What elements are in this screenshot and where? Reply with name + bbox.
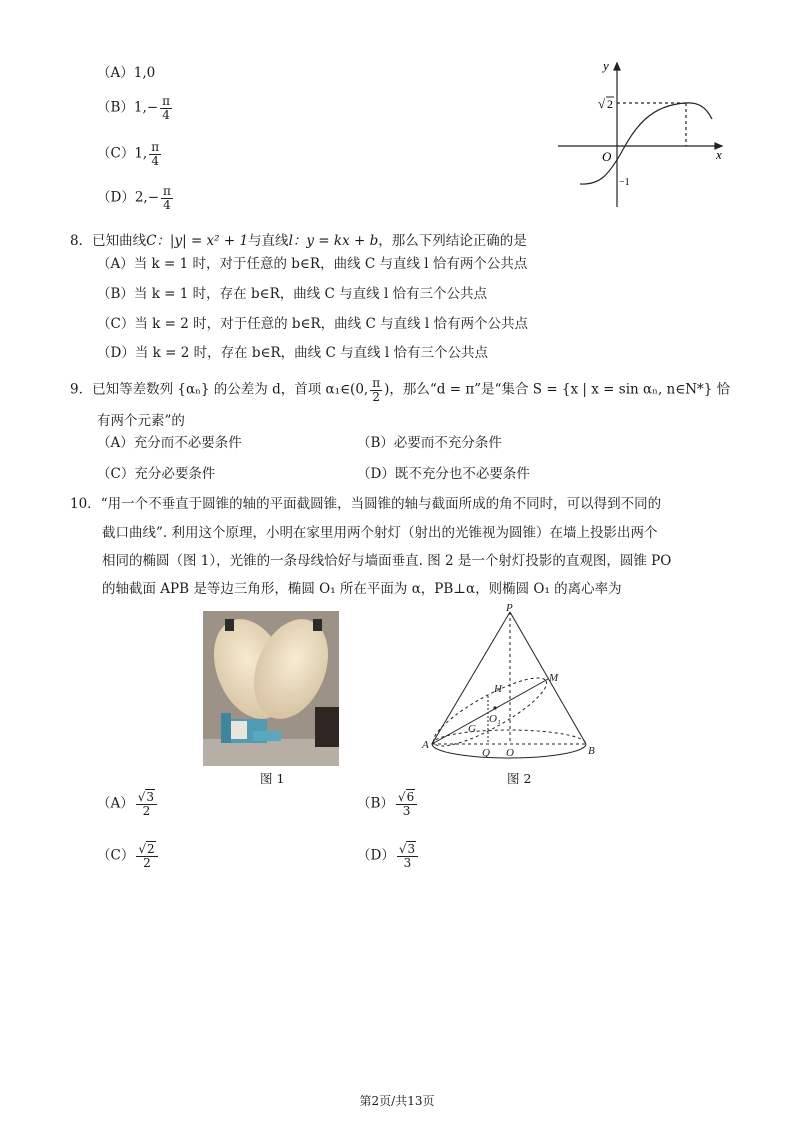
label-A: A [422,739,429,751]
left-spotlight [225,619,234,631]
q9-option-b: （B）必要而不充分条件 [357,435,502,451]
figure2-caption: 图 2 [507,771,532,786]
label-G: G [468,723,476,735]
q9-option-d: （D）既不充分也不必要条件 [357,466,530,482]
label-H: H [494,683,502,695]
q9-stem: 9．已知等差数列 {αₙ} 的公差为 d，首项 α₁∈(0, $\frac{\pi}{2}$ )，那么“d = π”是“集合 S = {x | x = sin αₙ, n∈N*} 恰 [70,376,731,404]
x-axis-label: x [716,147,722,162]
q7-option-d: （D）2,− $\frac{\pi}{4}$ [97,184,171,212]
base-back-arc [432,730,586,744]
q8-option-c: （C）当 k = 2 时，对于任意的 b∈R，曲线 C 与直线 l 恰有两个公共点 [97,316,528,332]
q8-option-d: （D）当 k = 2 时，存在 b∈R，曲线 C 与直线 l 恰有三个公共点 [97,345,488,361]
q7-function-graph [550,55,730,215]
q8-option-b: （B）当 k = 1 时，存在 b∈R，曲线 C 与直线 l 恰有三个公共点 [97,286,488,302]
y-axis-label: y [603,58,609,73]
q8-option-a: （A）当 k = 1 时，对于任意的 b∈R，曲线 C 与直线 l 恰有两个公共点 [97,256,528,272]
room-illustration [203,611,339,766]
q7-option-a: （A）1,0 [97,65,156,81]
right-spotlight [313,619,322,631]
q7-option-c: （C）1, $\frac{\pi}{4}$ [97,140,160,168]
label-Q: Q [482,747,490,759]
label-O: O [506,747,514,759]
label-O1: O₁ [489,713,501,725]
q10-stem-line2: 截口曲线”. 利用这个原理，小明在家里用两个射灯（射出的光锥视为圆锥）在墙上投影出两个 [102,525,658,541]
q10-option-b: （B） $\frac{√6}{3}$ [357,791,419,817]
armchair-arm [221,713,231,743]
origin-label: O [602,149,612,164]
label-B: B [588,745,595,757]
y-intercept-label: −1 [619,177,630,188]
q9-option-a: （A）充分而不必要条件 [97,435,242,451]
label-P: P [506,604,513,614]
q10-stem-line3: 相同的椭圆（图 1），光锥的一条母线恰好与墙面垂直. 图 2 是一个射灯投影的直观图，圆锥 PO [102,553,672,569]
page-footer: 第2页/共13页 [359,1094,435,1108]
sine-curve [580,103,712,184]
y-axis-arrow [614,63,620,70]
cabinet [315,707,339,747]
cone-right-edge [510,612,586,744]
y-max-label: 2 [607,97,613,111]
q7-option-b: （B）1,− $\frac{\pi}{4}$ [97,94,171,122]
ottoman [253,731,281,741]
figure1-caption: 图 1 [260,771,285,786]
sqrt-symbol: √ [598,96,606,111]
figure2-cone-diagram [418,604,608,766]
q8-stem: 8．已知曲线C：|y| = x² + 1与直线l：y = kx + b，那么下列结论正确的是 [70,233,527,249]
label-M: M [549,672,559,684]
q9-stem-line2: 有两个元素”的 [97,413,185,429]
q10-option-c: （C） $\frac{√2}{2}$ [97,843,160,869]
q10-stem-line4: 的轴截面 APB 是等边三角形，椭圆 O₁ 所在平面为 α，PB⊥α，则椭圆 O₁ 的离心率为 [102,581,622,597]
q10-stem-line1: 10．“用一个不垂直于圆锥的轴的平面截圆锥，当圆锥的轴与截面所成的角不同时，可以得到不同的 [70,496,662,512]
figure1-photo [203,611,339,766]
q10-option-d: （D） $\frac{√3}{3}$ [357,843,420,869]
ellipse-major-axis [432,679,548,744]
center-point [493,706,496,709]
q9-option-c: （C）充分必要条件 [97,466,216,482]
q10-option-a: （A） $\frac{√3}{2}$ [97,791,159,817]
throw-blanket [231,721,247,739]
